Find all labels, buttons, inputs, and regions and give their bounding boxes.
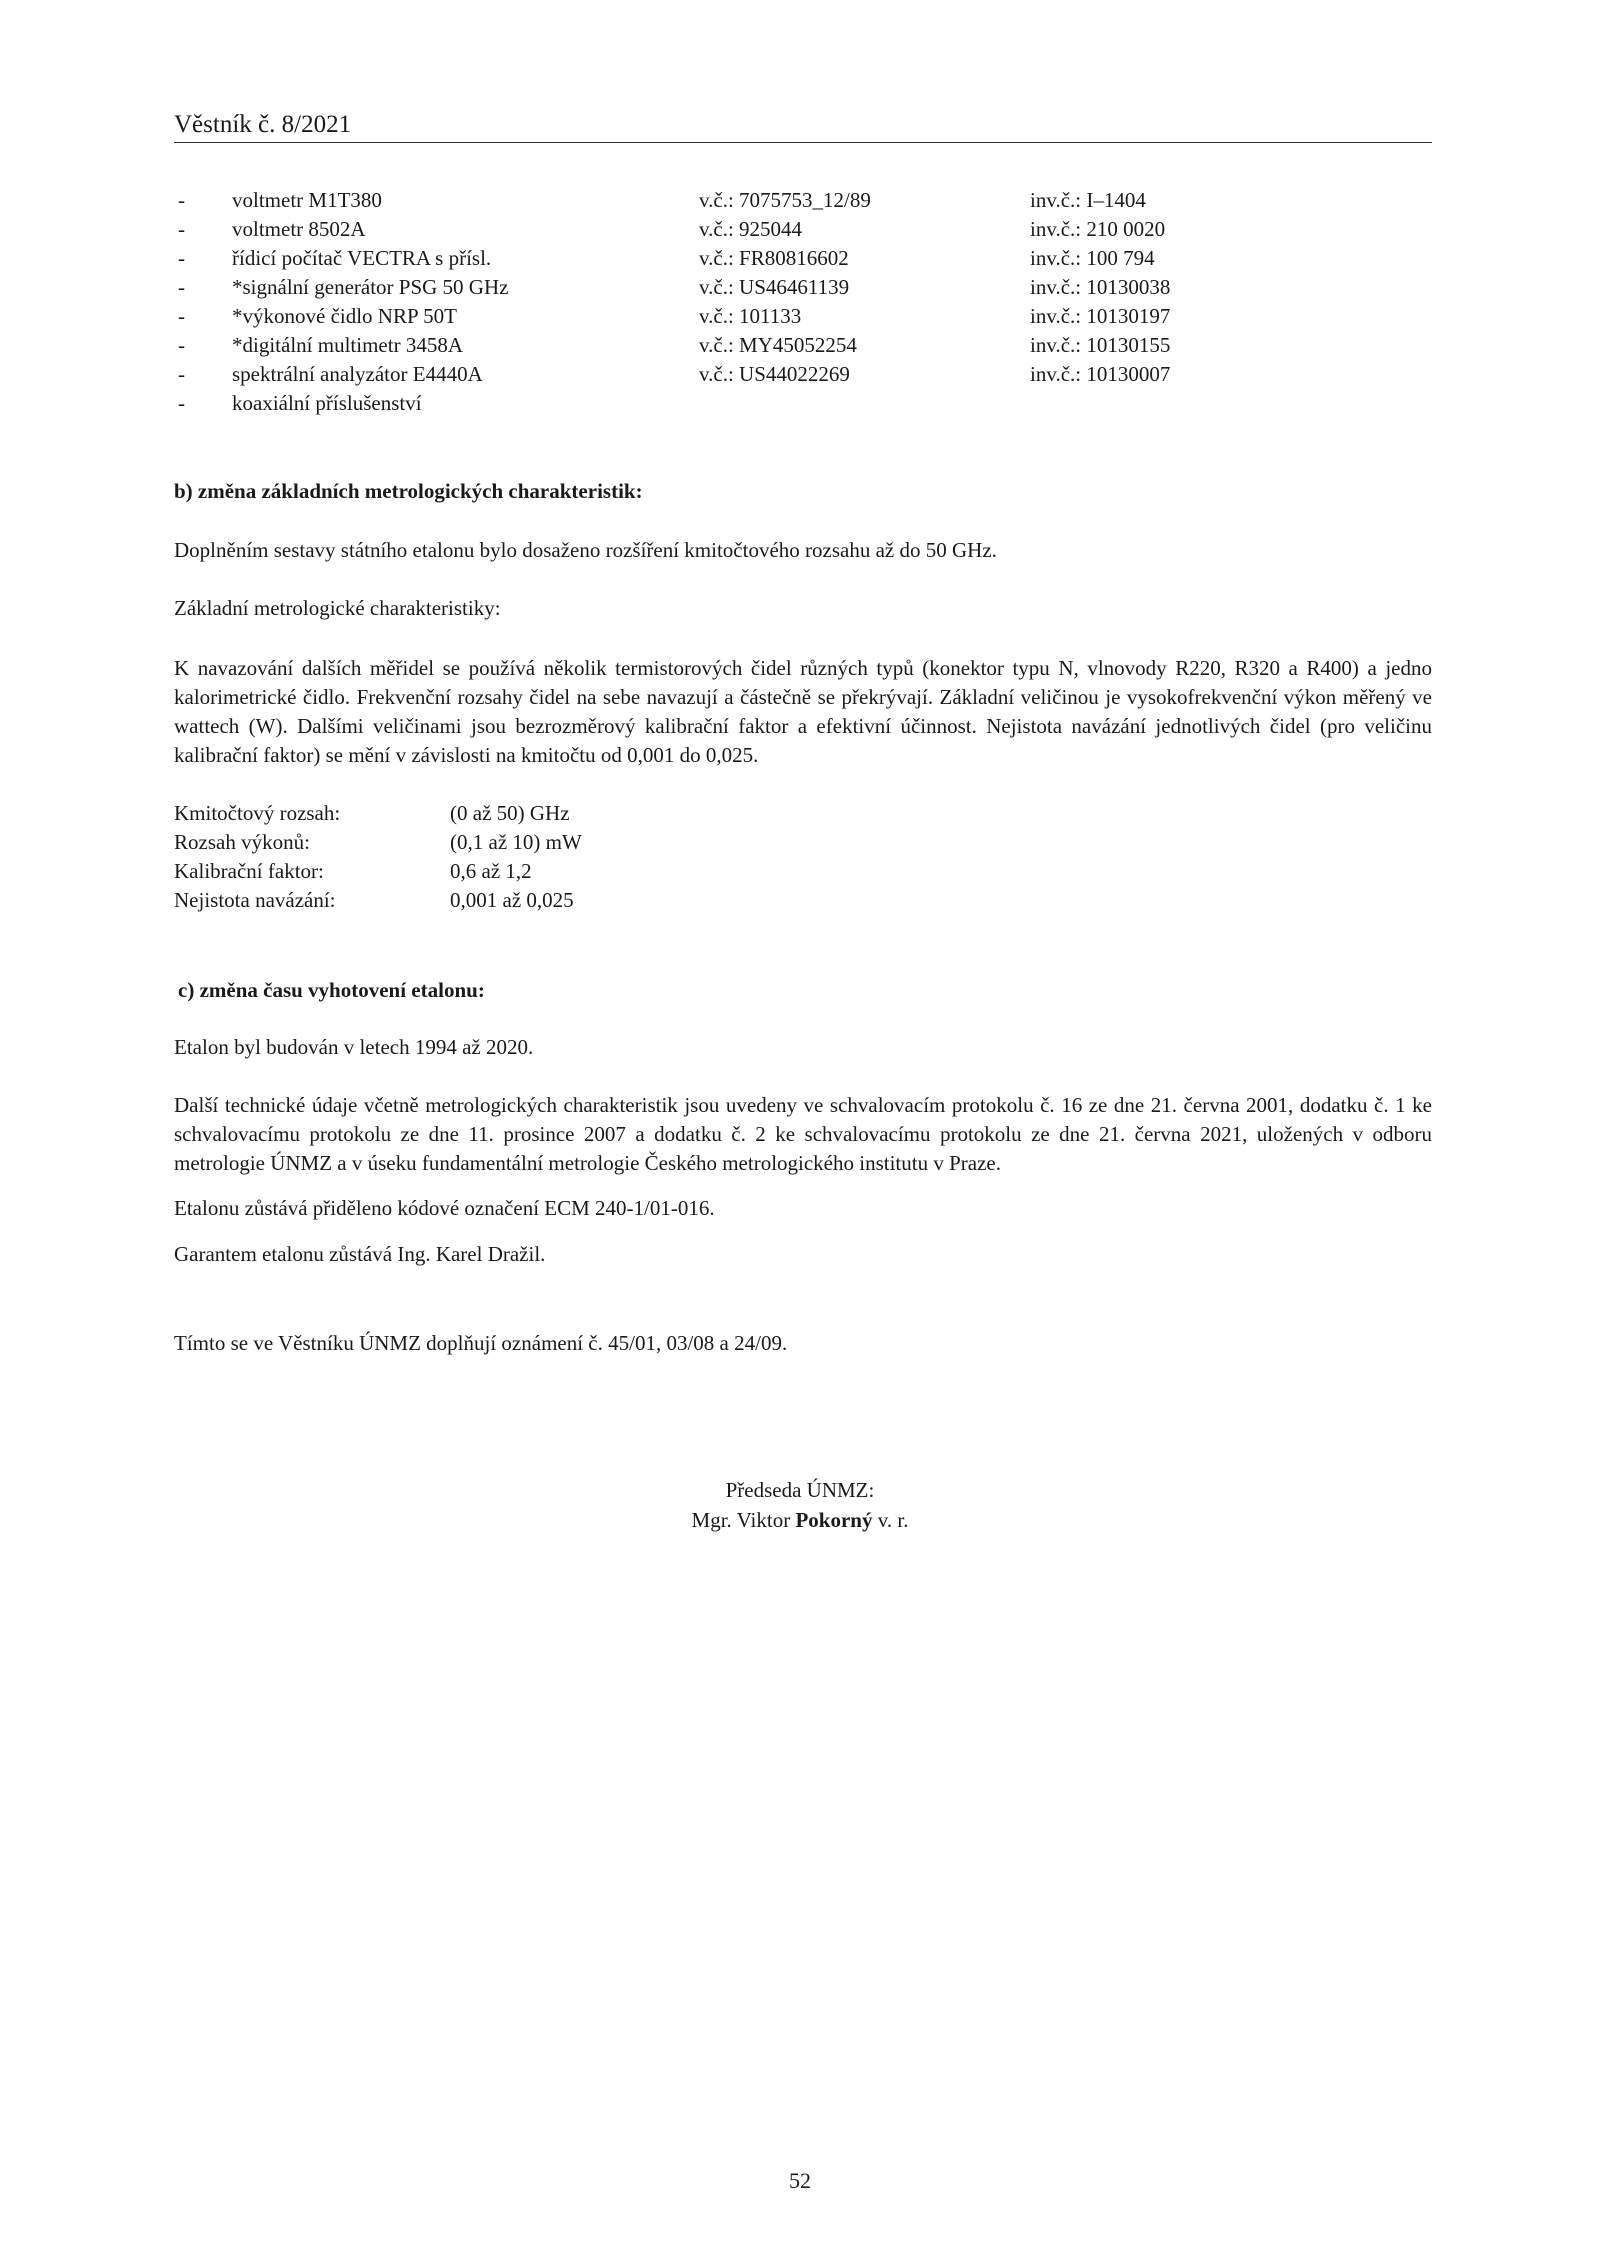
- list-bullet: -: [178, 246, 185, 270]
- equipment-name: řídicí počítač VECTRA s přísl.: [232, 246, 492, 270]
- characteristic-value: (0,1 až 10) mW: [450, 830, 582, 854]
- page-header: [174, 110, 1432, 143]
- equipment-name: voltmetr 8502A: [232, 217, 366, 241]
- characteristic-value: (0 až 50) GHz: [450, 801, 570, 825]
- characteristic-label: Nejistota navázání:: [174, 888, 336, 912]
- equipment-name: *digitální multimetr 3458A: [232, 333, 463, 357]
- list-bullet: -: [178, 217, 185, 241]
- equipment-list: [174, 186, 1432, 418]
- serial-number: v.č.: FR80816602: [699, 246, 849, 270]
- list-item: [174, 302, 1432, 331]
- serial-number: v.č.: MY45052254: [699, 333, 857, 357]
- list-item: [174, 273, 1432, 302]
- signature-role: Předseda ÚNMZ:: [725, 1478, 875, 1502]
- list-bullet: -: [178, 391, 185, 415]
- inventory-number: inv.č.: 10130038: [1030, 275, 1171, 299]
- list-item: [174, 186, 1432, 215]
- section-c-paragraph-2: Další technické údaje včetně metrologických charakteristik jsou uvedeny ve schvalovacím protokolu č. 16 ze dne 21. června 2001, dodatku č. 1 ke schvalovacímu protokolu ze dne 11. prosince 2007 a dodatku č. 2 ke schvalovacímu protokolu ze dne 21. června 2021, uložených v odboru metrologie ÚNMZ a v úseku fundamentální metrologie Českého metrologického institutu v Praze.: [174, 1093, 1432, 1175]
- list-bullet: -: [178, 362, 185, 386]
- section-c-paragraph-3: Etalonu zůstává přiděleno kódové označení ECM 240-1/01-016.: [174, 1196, 715, 1220]
- serial-number: v.č.: 7075753_12/89: [699, 188, 871, 212]
- equipment-name: spektrální analyzátor E4440A: [232, 362, 483, 386]
- list-bullet: -: [178, 304, 185, 328]
- section-c-paragraph-4: Garantem etalonu zůstává Ing. Karel Dražil.: [174, 1242, 546, 1266]
- journal-title: Věstník č. 8/2021: [174, 111, 352, 138]
- section-b-paragraph-3: K navazování dalších měřidel se používá několik termistorových čidel různých typů (konektor typu N, vlnovody R220, R320 a R400) a jedno kalorimetrické čidlo. Frekvenční rozsahy čidel na sebe navazují a částečně se překrývají. Základní veličinou je vysokofrekvenční výkon měřený ve wattech (W). Dalšími veličinami jsou bezrozměrový kalibrační faktor a efektivní účinnost. Nejistota navázání jednotlivých čidel (pro veličinu kalibrační faktor) se mění v závislosti na kmitočtu od 0,001 do 0,025.: [174, 656, 1432, 767]
- list-item: [174, 215, 1432, 244]
- inventory-number: inv.č.: I–1404: [1030, 188, 1146, 212]
- serial-number: v.č.: US46461139: [699, 275, 850, 299]
- characteristic-label: Kmitočtový rozsah:: [174, 801, 341, 825]
- inventory-number: inv.č.: 210 0020: [1030, 217, 1166, 241]
- list-item: [174, 360, 1432, 389]
- characteristic-label: Rozsah výkonů:: [174, 830, 310, 854]
- section-b-paragraph-2: Základní metrologické charakteristiky:: [174, 596, 501, 620]
- closing-note: Tímto se ve Věstníku ÚNMZ doplňují oznámení č. 45/01, 03/08 a 24/09.: [174, 1331, 788, 1355]
- inventory-number: inv.č.: 10130155: [1030, 333, 1171, 357]
- inventory-number: inv.č.: 100 794: [1030, 246, 1155, 270]
- list-item: [174, 389, 1432, 418]
- signature-surname: Pokorný: [795, 1508, 873, 1532]
- serial-number: v.č.: US44022269: [699, 362, 850, 386]
- list-bullet: -: [178, 275, 185, 299]
- list-item: [174, 244, 1432, 273]
- signature-name: [560, 1505, 1040, 1535]
- section-c-heading: c) změna času vyhotovení etalonu:: [178, 978, 485, 1002]
- inventory-number: inv.č.: 10130197: [1030, 304, 1171, 328]
- section-b-paragraph-1: Doplněním sestavy státního etalonu bylo dosaženo rozšíření kmitočtového rozsahu až do 50 GHz.: [174, 538, 997, 562]
- characteristic-value: 0,6 až 1,2: [450, 859, 532, 883]
- characteristic-value: 0,001 až 0,025: [450, 888, 574, 912]
- page-number: 52: [789, 2168, 811, 2193]
- inventory-number: inv.č.: 10130007: [1030, 362, 1171, 386]
- signature-name-prefix: Mgr. Viktor: [691, 1508, 791, 1532]
- characteristic-label: Kalibrační faktor:: [174, 859, 324, 883]
- serial-number: v.č.: 925044: [699, 217, 803, 241]
- equipment-name: *signální generátor PSG 50 GHz: [232, 275, 509, 299]
- list-bullet: -: [178, 188, 185, 212]
- serial-number: v.č.: 101133: [699, 304, 802, 328]
- list-bullet: -: [178, 333, 185, 357]
- section-b-heading: b) změna základních metrologických charakteristik:: [174, 479, 643, 503]
- equipment-name: *výkonové čidlo NRP 50T: [232, 304, 457, 328]
- signature-suffix: v. r.: [877, 1508, 909, 1532]
- section-c-paragraph-1: Etalon byl budován v letech 1994 až 2020.: [174, 1035, 534, 1059]
- equipment-name: voltmetr M1T380: [232, 188, 382, 212]
- equipment-name: koaxiální příslušenství: [232, 391, 422, 415]
- list-item: [174, 331, 1432, 360]
